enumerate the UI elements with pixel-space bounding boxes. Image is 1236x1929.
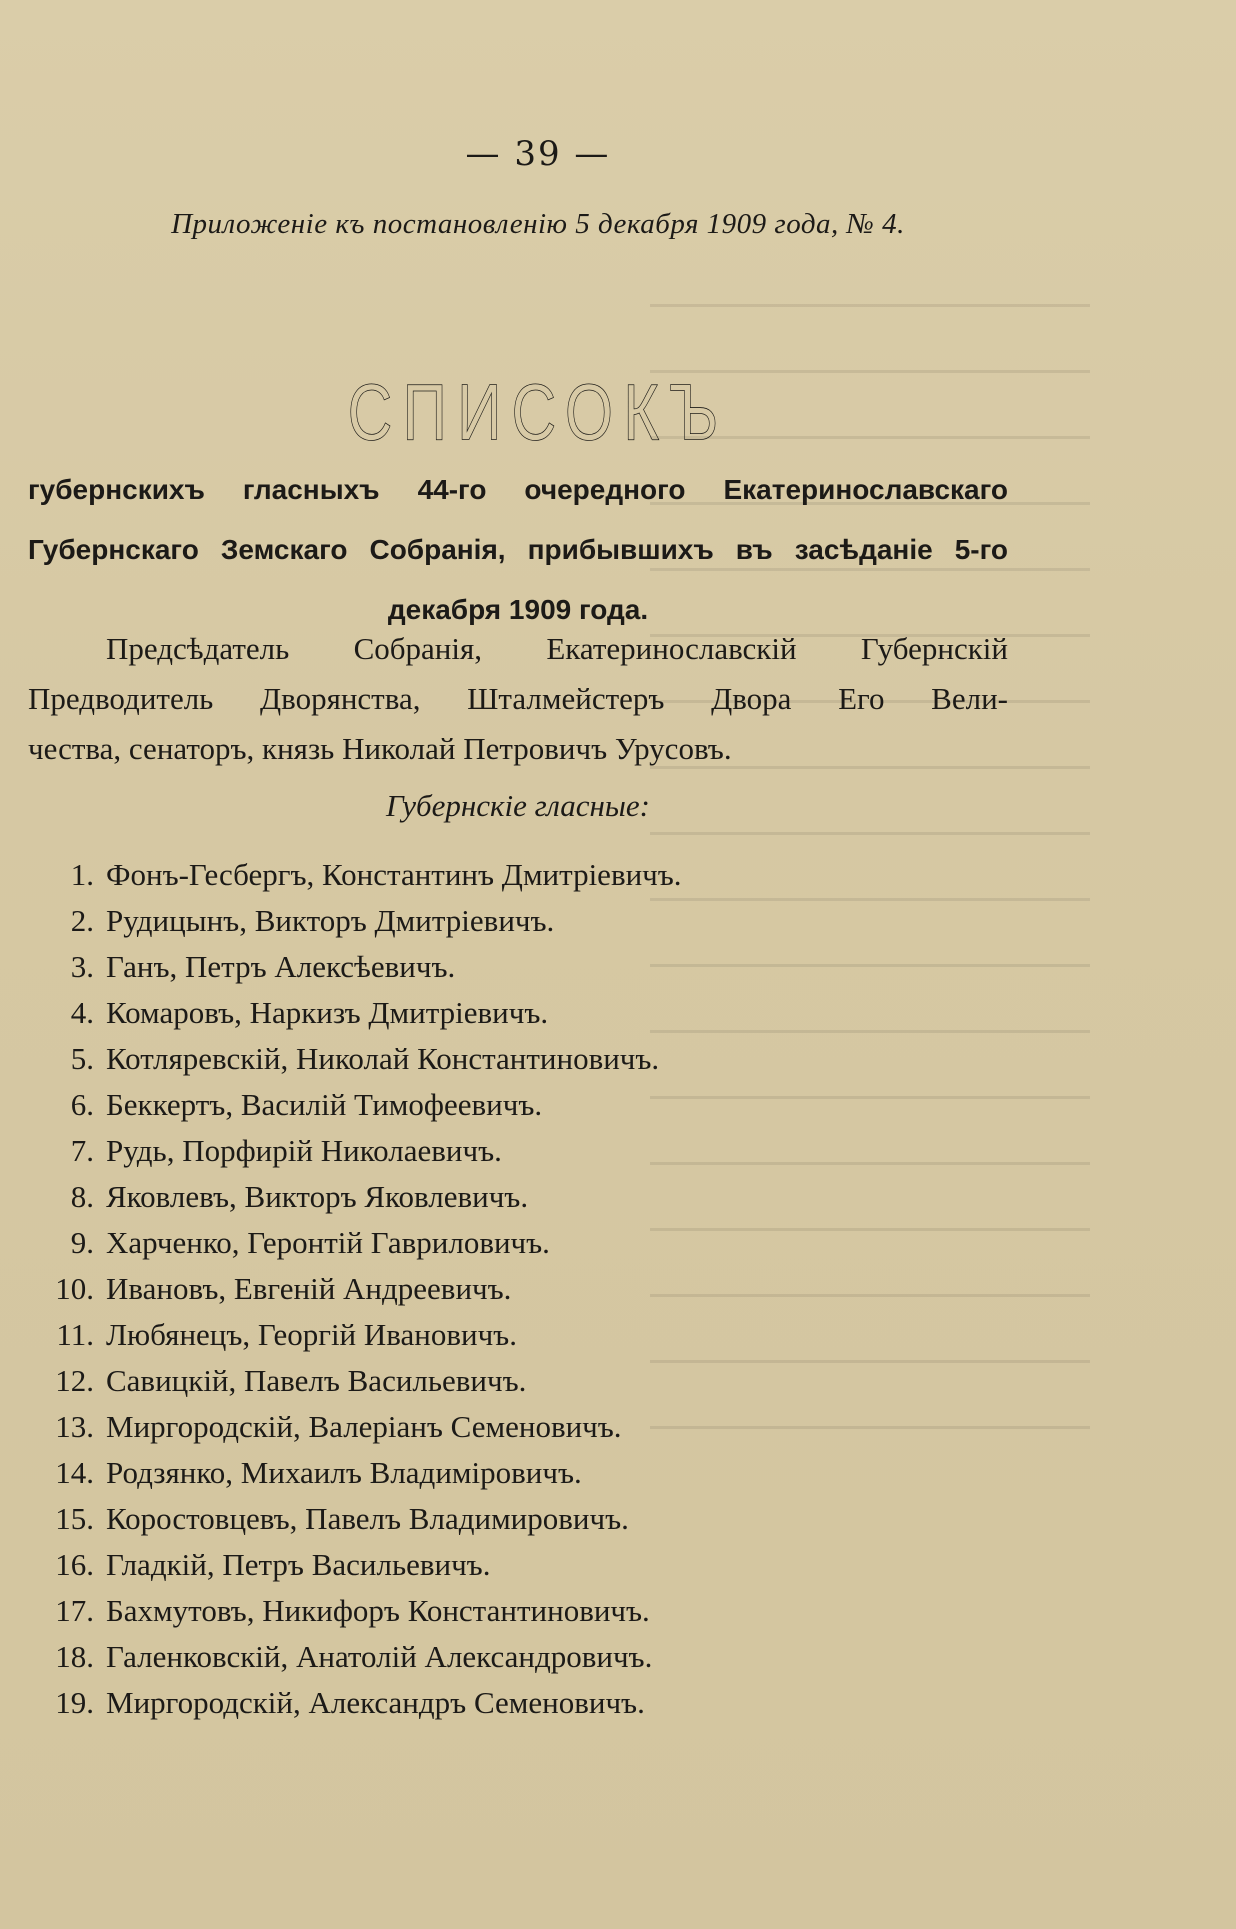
document-subtitle [28, 460, 1008, 640]
item-number: 2. [70, 903, 94, 938]
member-name: Котляревскій, Николай Константиновичъ. [106, 1041, 660, 1076]
list-item [28, 990, 1008, 1036]
item-number: 15. [55, 1501, 94, 1536]
list-item [28, 1450, 1008, 1496]
list-item [28, 1128, 1008, 1174]
appendix-note: Приложеніе къ постановленію 5 декабря 1909 года, № 4. [171, 208, 905, 240]
section-heading: Губернскіе гласные: [386, 788, 650, 823]
item-number: 17. [55, 1593, 94, 1628]
member-name: Ганъ, Петръ Алексѣевичъ. [106, 949, 456, 984]
member-name: Фонъ-Гесбергъ, Константинъ Дмитріевичъ. [106, 857, 682, 892]
member-name: Ивановъ, Евгеній Андреевичъ. [106, 1271, 512, 1306]
chairman-paragraph [28, 624, 1008, 774]
list-item [28, 1266, 1008, 1312]
list-item [28, 1404, 1008, 1450]
item-number: 6. [70, 1087, 94, 1122]
member-name: Любянецъ, Георгій Ивановичъ. [106, 1317, 517, 1352]
item-number: 4. [70, 995, 94, 1030]
item-number: 11. [56, 1317, 94, 1352]
item-number: 12. [55, 1363, 94, 1398]
item-number: 16. [55, 1547, 94, 1582]
list-item [28, 944, 1008, 990]
item-number: 9. [70, 1225, 94, 1260]
subtitle-line: декабря 1909 года. [387, 594, 649, 625]
list-item [28, 852, 1008, 898]
list-item [28, 1036, 1008, 1082]
item-number: 18. [55, 1639, 94, 1674]
list-item [28, 1220, 1008, 1266]
item-number: 14. [55, 1455, 94, 1490]
list-item [28, 1588, 1008, 1634]
item-number: 8. [70, 1179, 94, 1214]
list-item [28, 1082, 1008, 1128]
list-item [28, 1496, 1008, 1542]
member-name: Родзянко, Михаилъ Владиміровичъ. [106, 1455, 582, 1490]
member-name: Бахмутовъ, Никифоръ Константиновичъ. [106, 1593, 650, 1628]
member-name: Миргородскій, Валеріанъ Семеновичъ. [106, 1409, 622, 1444]
item-number: 3. [70, 949, 94, 984]
item-number: 7. [70, 1133, 94, 1168]
item-number: 19. [55, 1685, 94, 1720]
member-name: Рудь, Порфирій Николаевичъ. [106, 1133, 502, 1168]
list-item [28, 1174, 1008, 1220]
page-number: — 39 — [465, 134, 611, 174]
member-name: Харченко, Геронтій Гавриловичъ. [106, 1225, 550, 1260]
member-name: Савицкій, Павелъ Васильевичъ. [106, 1363, 527, 1398]
chairman-line: чества, сенаторъ, князь Николай Петровичъ Урусовъ. [28, 731, 732, 766]
member-name: Рудицынъ, Викторъ Дмитріевичъ. [106, 903, 555, 938]
item-number: 5. [70, 1041, 94, 1076]
member-name: Беккертъ, Василій Тимофеевичъ. [106, 1087, 543, 1122]
members-list [28, 852, 1008, 1726]
member-name: Яковлевъ, Викторъ Яковлевичъ. [106, 1179, 529, 1214]
list-item [28, 898, 1008, 944]
subtitle-line: Губернскаго Земскаго Собранія, прибывшихъ въ засѣданіе 5-го [28, 534, 1008, 565]
list-item [28, 1680, 1008, 1726]
member-name: Миргородскій, Александръ Семеновичъ. [106, 1685, 645, 1720]
member-name: Комаровъ, Наркизъ Дмитріевичъ. [106, 995, 549, 1030]
member-name: Галенковскій, Анатолій Александровичъ. [106, 1639, 653, 1674]
member-name: Коростовцевъ, Павелъ Владимировичъ. [106, 1501, 629, 1536]
item-number: 10. [55, 1271, 94, 1306]
list-item [28, 1634, 1008, 1680]
document-title: СПИСОКЪ [347, 369, 729, 458]
item-number: 13. [55, 1409, 94, 1444]
member-name: Гладкій, Петръ Васильевичъ. [106, 1547, 491, 1582]
list-item [28, 1312, 1008, 1358]
item-number: 1. [70, 857, 94, 892]
list-item [28, 1542, 1008, 1588]
chairman-line: Предсѣдатель Собранія, Екатеринославскій Губернскій [106, 631, 1008, 666]
chairman-line: Предводитель Дворянства, Шталмейстеръ Двора Его Вели- [28, 681, 1008, 716]
list-item [28, 1358, 1008, 1404]
subtitle-line: губернскихъ гласныхъ 44-го очередного Екатеринославскаго [28, 474, 1008, 505]
